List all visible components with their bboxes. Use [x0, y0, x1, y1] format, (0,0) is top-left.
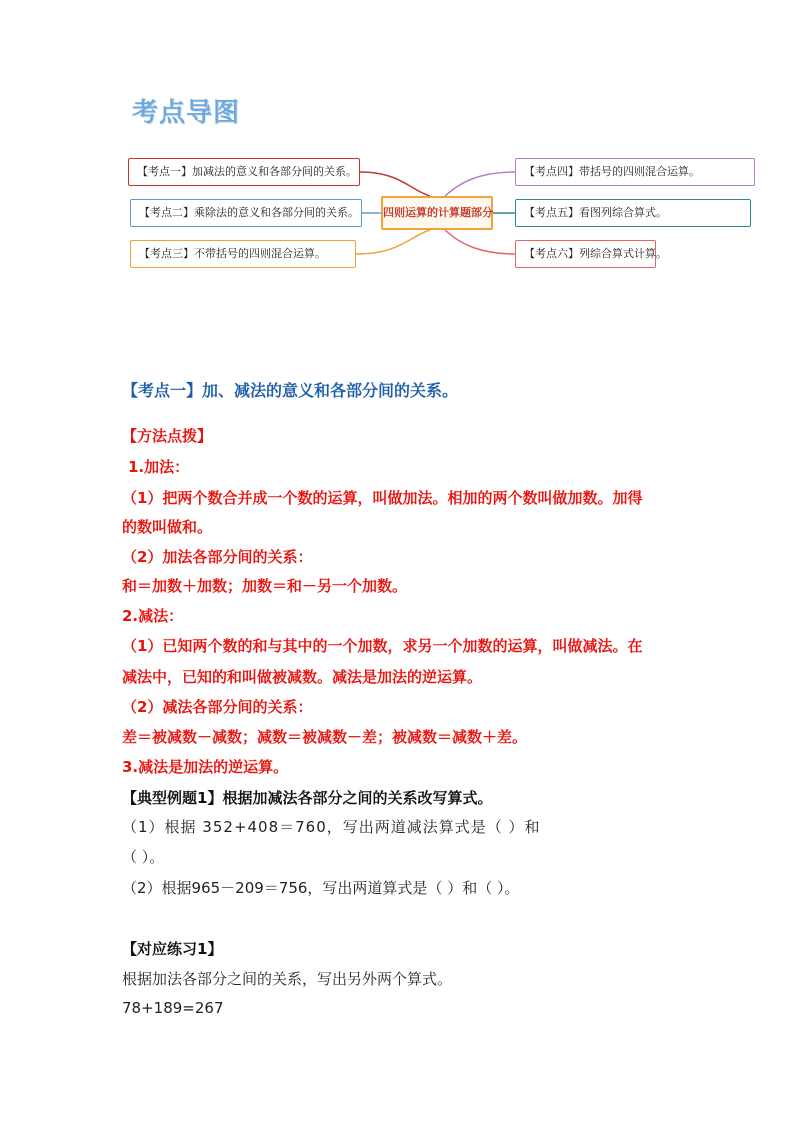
method-line-10: 差＝被减数－减数；减数＝被减数－差；被减数＝减数＋差。 [122, 728, 528, 746]
method-line-6: 2.减法： [122, 607, 184, 625]
point1-heading: 【考点一】加、减法的意义和各部分间的关系。 [122, 381, 459, 400]
mindmap-node-right-1: 【考点四】带括号的四则混合运算。 [515, 158, 755, 186]
mindmap-node-right-2: 【考点五】看图列综合算式。 [515, 199, 751, 227]
practice-instruction: 根据加法各部分之间的关系，写出另外两个算式。 [122, 970, 453, 988]
method-line-2: （1）把两个数合并成一个数的运算，叫做加法。相加的两个数叫做加数。加得 [122, 489, 643, 507]
mindmap-node-left-2: 【考点二】乘除法的意义和各部分间的关系。 [130, 199, 362, 227]
practice-equation: 78+189=267 [122, 999, 224, 1017]
example-question-2: （2）根据965－209＝756，写出两道算式是（ ）和（ ）。 [122, 879, 520, 897]
connector-right-3 [445, 230, 515, 254]
mindmap-node-right-3: 【考点六】列综合算式计算。 [515, 240, 656, 268]
method-line-4: （2）加法各部分间的关系： [122, 548, 313, 566]
practice-heading: 【对应练习1】 [122, 940, 223, 958]
example-heading: 【典型例题1】根据加减法各部分之间的关系改写算式。 [122, 789, 493, 807]
method-line-5: 和＝加数＋加数；加数＝和－另一个加数。 [122, 577, 408, 595]
method-line-7: （1）已知两个数的和与其中的一个加数，求另一个加数的运算，叫做减法。在 [122, 637, 643, 655]
example-question-1-line-2: （ ）。 [122, 848, 165, 866]
connector-right-1 [445, 172, 515, 196]
method-line-8: 减法中，已知的和叫做被减数。减法是加法的逆运算。 [122, 668, 483, 686]
mindmap-node-left-1: 【考点一】加减法的意义和各部分间的关系。 [128, 158, 360, 186]
method-heading: 【方法点拨】 [122, 427, 213, 445]
method-line-11: 3.减法是加法的逆运算。 [122, 758, 289, 776]
connector-left-1 [360, 172, 430, 196]
mindmap-node-left-3: 【考点三】不带括号的四则混合运算。 [130, 240, 356, 268]
example-question-1-line-1: （1）根据 352+408＝760，写出两道减法算式是（ ）和 [122, 818, 541, 836]
mindmap-connectors [0, 0, 800, 300]
mindmap-center-node: 四则运算的计算题部分 [381, 196, 493, 230]
method-line-1: 1.加法： [128, 458, 190, 476]
method-line-3: 的数叫做和。 [122, 518, 213, 536]
connector-left-3 [356, 230, 430, 254]
section-title: 考点导图 [132, 98, 241, 128]
method-line-9: （2）减法各部分间的关系： [122, 698, 313, 716]
